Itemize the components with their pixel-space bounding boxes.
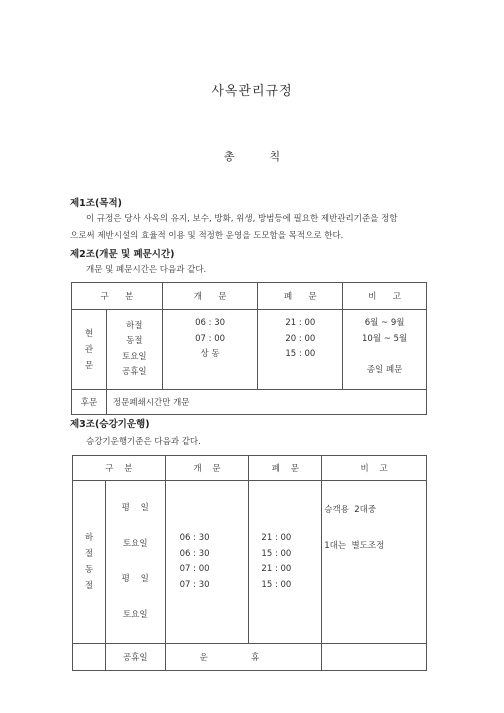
front-door-label: 현 관 문 — [72, 310, 107, 390]
article1-heading: 제1조(목적) — [70, 198, 123, 209]
holiday-text: 운 휴 — [165, 644, 322, 671]
header-close: 폐 문 — [258, 283, 343, 310]
holiday-note-cell — [322, 644, 427, 671]
article1-text-line2: 으로써 제반시설의 효율적 이용 및 적정한 운영을 도모함을 목적으로 한다. — [70, 231, 344, 241]
elevator-open-times: 06 : 30 06 : 30 07 : 00 07 : 30 — [165, 481, 249, 644]
article2-intro: 개문 및 폐문시간은 다음과 같다. — [86, 265, 207, 275]
back-door-label: 후문 — [72, 390, 107, 415]
elevator-header-category: 구 분 — [73, 456, 166, 481]
season-label: 하 절 동 절 — [73, 481, 106, 644]
back-door-row — [72, 390, 427, 415]
elevator-notes: 승객용 2대중 1대는 별도조정 — [322, 481, 427, 644]
elevator-table — [72, 455, 427, 671]
elevator-days: 평 일 토요일 평 일 토요일 — [105, 481, 165, 644]
document-title: 사옥관리규정 — [211, 84, 293, 99]
front-door-open-times: 06 : 30 07 : 00 상 동 — [162, 310, 258, 390]
front-door-days: 하절 동절 토요일 공휴일 — [106, 310, 162, 390]
elevator-close-times: 21 : 00 15 : 00 21 : 00 15 : 00 — [249, 481, 322, 644]
elevator-header-note: 비 고 — [322, 456, 427, 481]
article3-heading: 제3조(승강기운행) — [70, 419, 150, 430]
elevator-header-open: 개 문 — [165, 456, 249, 481]
chapter-title: 총 칙 — [223, 150, 281, 163]
elevator-header-close: 폐 문 — [249, 456, 322, 481]
holiday-blank-cell — [73, 644, 106, 671]
elevator-season-row — [73, 481, 427, 644]
front-door-close-times: 21 : 00 20 : 00 15 : 00 — [258, 310, 343, 390]
article2-heading: 제2조(개문 및 폐문시간) — [70, 249, 175, 260]
front-door-notes: 6월 ~ 9월 10월 ~ 5월 종일 폐문 — [343, 310, 427, 390]
article1-text-line1: 이 규정은 당사 사옥의 유지, 보수, 방화, 위생, 방범등에 필요한 제반관리기준을 정함 — [86, 214, 398, 224]
back-door-text: 정문폐쇄시간만 개문 — [106, 390, 426, 415]
hours-table — [71, 282, 427, 415]
header-open: 개 문 — [162, 283, 258, 310]
hours-table-header-row — [72, 283, 427, 310]
article3-intro: 승강기운행기준은 다음과 같다. — [86, 437, 201, 447]
header-note: 비 고 — [343, 283, 427, 310]
elevator-holiday-row — [73, 644, 427, 671]
front-door-row — [72, 310, 427, 390]
holiday-label: 공휴일 — [105, 644, 165, 671]
elevator-table-header-row — [73, 456, 427, 481]
header-category: 구 분 — [72, 283, 163, 310]
